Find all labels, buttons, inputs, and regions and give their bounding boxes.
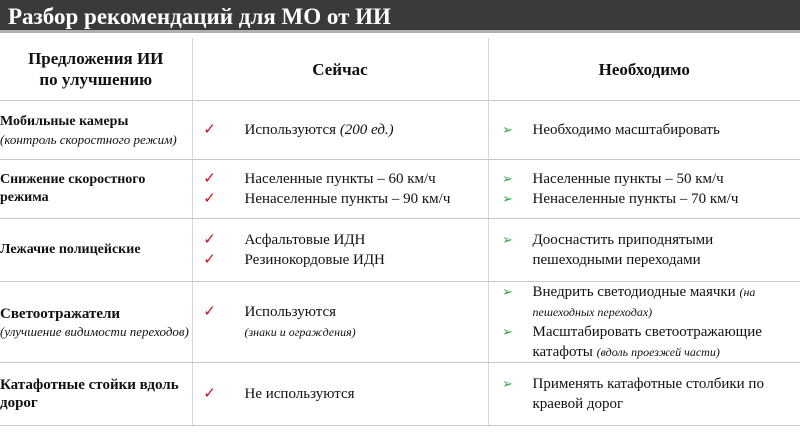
- check-icon: ✓: [203, 232, 216, 248]
- list-item: [193, 302, 488, 322]
- need-cell: [488, 101, 800, 160]
- row-name-cell: [0, 219, 192, 282]
- now-cell: [192, 282, 488, 363]
- need-text: Внедрить светодиодные маячки: [532, 284, 740, 300]
- arrow-bullet-icon: ➢: [502, 191, 513, 206]
- row-subtitle: (улучшение видимости переходов): [0, 323, 189, 339]
- table-row: [0, 282, 800, 363]
- now-cell: [192, 160, 488, 219]
- list-item: [489, 322, 800, 362]
- now-text: Асфальтовые ИДН: [244, 232, 366, 248]
- now-text: Не используются: [244, 386, 355, 402]
- need-text: Ненаселенные пункты – 70 км/ч: [532, 191, 739, 207]
- now-cell: [192, 363, 488, 426]
- list-item: [193, 169, 488, 189]
- need-text: Масштабировать светоотражающие катафоты: [532, 324, 762, 360]
- row-name-cell: [0, 363, 192, 426]
- recommendations-table: [0, 38, 800, 426]
- now-note: (знаки и ограждения): [244, 325, 356, 339]
- now-cell: [192, 101, 488, 160]
- check-icon: ✓: [203, 304, 216, 320]
- list-item: [489, 169, 800, 189]
- header-need: Необходимо: [488, 38, 800, 101]
- arrow-bullet-icon: ➢: [502, 284, 513, 299]
- arrow-bullet-icon: ➢: [502, 324, 513, 339]
- list-item: [489, 189, 800, 209]
- list-item: [193, 322, 488, 342]
- list-item: [193, 120, 488, 140]
- table-row: [0, 160, 800, 219]
- check-icon: ✓: [203, 171, 216, 187]
- need-cell: [488, 160, 800, 219]
- header-proposals-line2: по улучшению: [39, 70, 153, 89]
- arrow-bullet-icon: ➢: [502, 171, 513, 186]
- row-name: Катафотные стойки вдоль дорог: [0, 377, 179, 411]
- list-item: [193, 250, 488, 270]
- now-text: Используются: [244, 122, 340, 138]
- list-item: [489, 120, 800, 140]
- now-cell: [192, 219, 488, 282]
- row-name-cell: [0, 101, 192, 160]
- arrow-bullet-icon: ➢: [502, 122, 513, 137]
- table-row: [0, 363, 800, 426]
- check-icon: ✓: [203, 252, 216, 268]
- now-text: Используются: [244, 304, 337, 320]
- table-row: [0, 219, 800, 282]
- now-text: Ненаселенные пункты – 90 км/ч: [244, 191, 451, 207]
- list-item: [489, 282, 800, 322]
- header-proposals-line1: Предложения ИИ: [28, 49, 164, 68]
- need-text: Населенные пункты – 50 км/ч: [532, 171, 724, 187]
- need-cell: [488, 363, 800, 426]
- header-now: Сейчас: [192, 38, 488, 101]
- row-name-cell: [0, 160, 192, 219]
- list-item: [489, 230, 800, 270]
- header-proposals: [0, 38, 192, 101]
- check-icon: ✓: [203, 122, 216, 138]
- check-icon: ✓: [203, 386, 216, 402]
- need-text: Дооснастить приподнятыми пешеходными переходами: [532, 232, 714, 268]
- need-text: Необходимо масштабировать: [532, 122, 720, 138]
- list-item: [193, 189, 488, 209]
- row-name: Лежачие полицейские: [0, 242, 141, 257]
- arrow-bullet-icon: ➢: [502, 232, 513, 247]
- need-note: (на пешеходных переходах): [532, 285, 756, 319]
- list-item: [489, 374, 800, 414]
- need-cell: [488, 219, 800, 282]
- now-text: Резинокордовые ИДН: [244, 252, 385, 268]
- list-item: [193, 230, 488, 250]
- list-item: [193, 384, 488, 404]
- row-name: Светоотражатели: [0, 305, 121, 322]
- now-note: (200 ед.): [339, 122, 394, 138]
- arrow-bullet-icon: ➢: [502, 376, 513, 391]
- need-cell: [488, 282, 800, 363]
- now-text: Населенные пункты – 60 км/ч: [244, 171, 436, 187]
- table-row: [0, 101, 800, 160]
- row-name: Мобильные камеры: [0, 113, 129, 129]
- need-note: (вдоль проезжей части): [596, 345, 720, 359]
- row-subtitle: (контроль скоростного режим): [0, 131, 177, 147]
- row-name: Снижение скоростного режима: [0, 172, 146, 205]
- check-icon: ✓: [203, 191, 216, 207]
- need-text: Применять катафотные столбики по краевой дорог: [532, 376, 764, 412]
- row-name-cell: [0, 282, 192, 363]
- slide-title: Разбор рекомендаций для МО от ИИ: [0, 0, 800, 33]
